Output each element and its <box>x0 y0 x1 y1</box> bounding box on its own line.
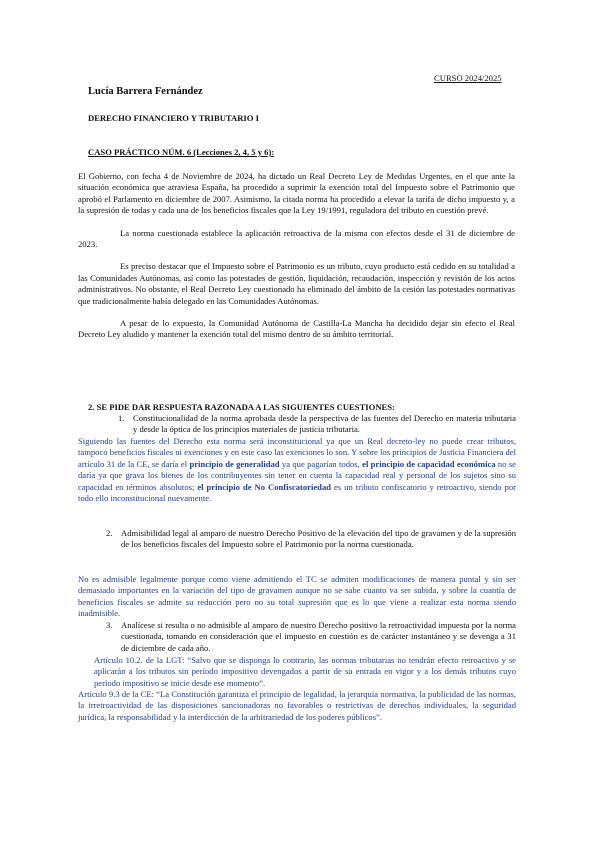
case-statement <box>78 171 515 341</box>
course-year: CURSO 2024/2025 <box>434 73 502 83</box>
question-1-number: 1. <box>118 413 125 423</box>
answer-1 <box>78 436 516 504</box>
statement-paragraph-3: Es preciso destacar que el Impuesto sobre el Patrimonio es un tributo, cuyo producto está cedido en su totalidad a las Comunidades Autónomas, así como las potestades de gestión, liquidación, recaudación, inspección y revisión de los actos administrativos. No obstante, el Real Decreto Ley cuestionado ha eliminado del ámbito de la cesión las potestades normativas que tradicionalmente había delegado en las Comunidades Autónomas. <box>78 261 515 306</box>
answer-1-part-1: Siguiendo las fuentes del Derecho esta norma será inconstitucional ya que un Real decreto-ley no puede crear tributos, tampoco beneficios fiscales ni exenciones y en este caso las exenciones lo son. Y sobre los principios de Justicia Financiera del artículo 31 de la CE, se daría el <box>78 436 516 469</box>
answer-1-part-3: no se daría ya que grava los bienes de los contribuyentes sin tener en cuenta la capacidad real y personal de los sujetos sino su capacidad en términos absolutos; <box>78 458 516 492</box>
answer-3-lgt-article: Artículo 10.2. de la LGT: “Salvo que se disponga lo contrario, las normas tributarias no tendrán efecto retroactivo y se aplicarán a los tributos sin período impositivo devengados a partir de su entrada en vigor y a los demás tributos cuyo período impositivo se inicie desde ese momento”. <box>94 655 516 688</box>
student-name: Lucía Barrera Fernández <box>88 86 203 97</box>
answer-1-part-2: ya que pagarían todos, <box>279 458 363 469</box>
answer-1-principle-non-confiscatory: el principio de No Confiscatoriedad <box>197 481 332 492</box>
answer-3-ce-article: Artículo 9.3 de la CE: “La Constitución garantiza el principio de legalidad, la jerarquía normativa, la publicidad de las normas, la irretroactividad de las disposiciones sancionadoras no favorables o restrictivas de derechos individuales, la seguridad jurídica, la responsabilidad y la interdicción de la arbitrariedad de los poderes públicos”. <box>78 689 516 722</box>
question-2-number: 2. <box>106 528 113 538</box>
case-title: CASO PRÁCTICO NÚM. 6 (Lecciones 2, 4, 5 y 6): <box>88 147 275 157</box>
question-3-text: Analícese si resulta o no admisible al amparo de nuestro Derecho positivo la retroactividad impuesta por la norma cuestionada, tomando en consideración que el impuesto en cuestión es de carácter instantáneo y se devenga a 31 de diciembre de cada año. <box>121 620 516 653</box>
answer-1-part-4: es un tributo confiscatorio y retroactivo, siendo por todo ello inconstitucional nuevamente. <box>78 481 517 504</box>
answer-2: No es admisible legalmente porque como viene admitiendo el TC se admiten modificaciones de manera puntal y sin ser demasiado importantes en la variación del tipo de gravamen aunque no se sabe cuanto va ser subida, y sobre la cuantía de beneficios fiscales se admite su reducción pero no su total supresión que es lo que viene a realizar esta norma siendo inadmisible. <box>78 574 516 619</box>
subject-title: DERECHO FINANCIERO Y TRIBUTARIO I <box>88 113 259 123</box>
statement-paragraph-2: La norma cuestionada establece la aplicación retroactiva de la misma con efectos desde el 31 de diciembre de 2023. <box>78 227 515 250</box>
question-2-text: Admisibilidad legal al amparo de nuestro Derecho Positivo de la elevación del tipo de gravamen y de la supresión de los beneficios fiscales del Impuesto sobre el Patrimonio por la norma cuestionada. <box>121 528 516 550</box>
questions-title: 2. SE PIDE DAR RESPUESTA RAZONADA A LAS SIGUIENTES CUESTIONES: <box>88 402 395 412</box>
question-1-text: Constitucionalidad de la norma aprobada desde la perspectiva de las fuentes del Derecho en materia tributaria y desde la óptica de los principios materiales de justicia tributaria. <box>133 413 516 435</box>
question-3-number: 3. <box>106 620 113 630</box>
answer-1-principle-capacity: el principio de capacidad económica <box>362 458 496 469</box>
answer-1-principle-generality: principio de generalidad <box>189 458 280 469</box>
statement-paragraph-4: A pesar de lo expuesto, la Comunidad Autónoma de Castilla-La Mancha ha decidido dejar sin efecto el Real Decreto Ley aludido y mantener la exención total del mismo dentro de su ámbito territorial. <box>78 318 515 340</box>
statement-paragraph-1: El Gobierno, con fecha 4 de Noviembre de 2024, ha dictado un Real Decreto Ley de Medidas Urgentes, en el que ante la situación económica que atraviesa España, ha procedido a suprimir la exención total del Impuesto sobre el Patrimonio que aprobó el Parlamento en diciembre de 2007. Asimismo, la citada norma ha procedido a elevar la tarifa de dicho impuesto y, a la supresión de todas y cada una de los beneficios fiscales que la Ley 19/1991, reguladora del tributo en cuestión prevé. <box>78 171 515 216</box>
